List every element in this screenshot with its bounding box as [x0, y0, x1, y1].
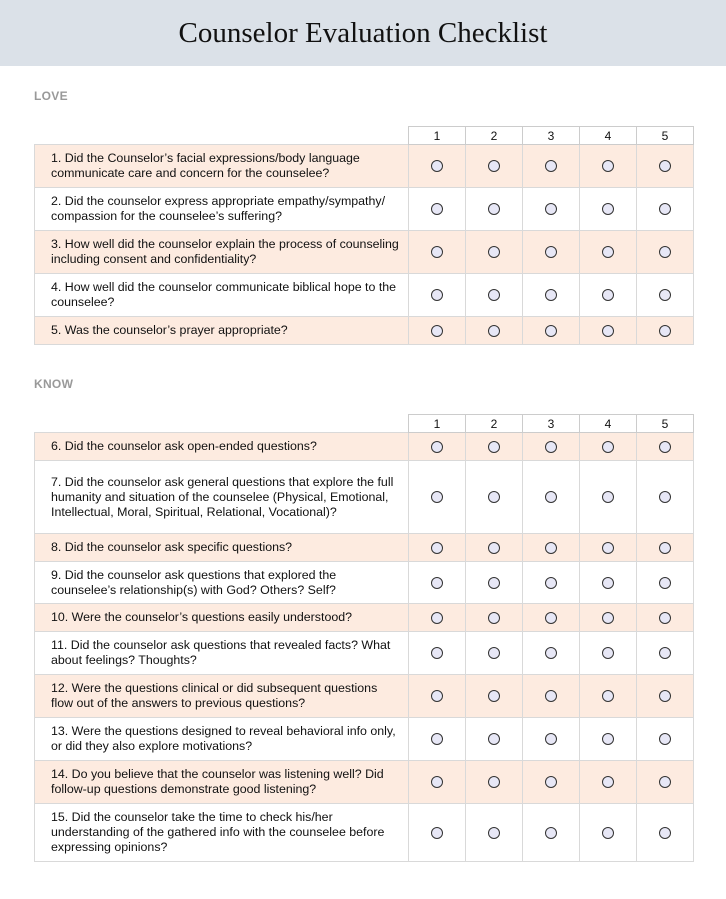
- rating-radio-3[interactable]: [545, 542, 557, 554]
- scale-label: 3: [523, 415, 580, 433]
- rating-radio-1[interactable]: [431, 776, 443, 788]
- section-label-know: KNOW: [34, 377, 74, 391]
- rating-radio-2[interactable]: [488, 776, 500, 788]
- question-text: 4. How well did the counselor communicate biblical hope to the counselee?: [35, 274, 409, 317]
- scale-label: 2: [466, 415, 523, 433]
- rating-radio-4[interactable]: [602, 827, 614, 839]
- question-text: 5. Was the counselor’s prayer appropriate?: [35, 317, 409, 345]
- rating-radio-2[interactable]: [488, 160, 500, 172]
- love-checklist-table: [34, 126, 694, 345]
- question-row: [35, 461, 694, 534]
- rating-radio-3[interactable]: [545, 577, 557, 589]
- question-text: 14. Do you believe that the counselor was listening well? Did follow-up questions demonstrate good listening?: [35, 761, 409, 804]
- scale-label: 1: [409, 415, 466, 433]
- rating-radio-3[interactable]: [545, 246, 557, 258]
- scale-label: 5: [637, 415, 694, 433]
- rating-radio-4[interactable]: [602, 203, 614, 215]
- question-row: [35, 317, 694, 345]
- rating-radio-5[interactable]: [659, 733, 671, 745]
- rating-radio-4[interactable]: [602, 647, 614, 659]
- rating-radio-5[interactable]: [659, 542, 671, 554]
- rating-radio-1[interactable]: [431, 246, 443, 258]
- rating-radio-3[interactable]: [545, 491, 557, 503]
- rating-radio-3[interactable]: [545, 325, 557, 337]
- scale-header-row: [35, 127, 694, 145]
- rating-radio-4[interactable]: [602, 160, 614, 172]
- question-row: [35, 675, 694, 718]
- rating-radio-4[interactable]: [602, 491, 614, 503]
- rating-radio-1[interactable]: [431, 491, 443, 503]
- rating-radio-3[interactable]: [545, 647, 557, 659]
- rating-radio-5[interactable]: [659, 441, 671, 453]
- question-row: [35, 145, 694, 188]
- rating-radio-2[interactable]: [488, 827, 500, 839]
- scale-header-row: [35, 415, 694, 433]
- rating-radio-1[interactable]: [431, 542, 443, 554]
- question-text: 11. Did the counselor ask questions that revealed facts? What about feelings? Thoughts?: [35, 632, 409, 675]
- rating-radio-4[interactable]: [602, 246, 614, 258]
- rating-radio-1[interactable]: [431, 289, 443, 301]
- scale-label: 5: [637, 127, 694, 145]
- rating-radio-1[interactable]: [431, 203, 443, 215]
- rating-radio-3[interactable]: [545, 733, 557, 745]
- rating-radio-1[interactable]: [431, 827, 443, 839]
- rating-radio-2[interactable]: [488, 289, 500, 301]
- question-row: [35, 761, 694, 804]
- question-text: 1. Did the Counselor’s facial expressions/body language communicate care and concern for the counselee?: [35, 145, 409, 188]
- rating-radio-5[interactable]: [659, 612, 671, 624]
- rating-radio-2[interactable]: [488, 647, 500, 659]
- scale-label: 3: [523, 127, 580, 145]
- scale-label: 1: [409, 127, 466, 145]
- rating-radio-4[interactable]: [602, 577, 614, 589]
- question-row: [35, 231, 694, 274]
- rating-radio-5[interactable]: [659, 160, 671, 172]
- rating-radio-1[interactable]: [431, 612, 443, 624]
- question-text: 6. Did the counselor ask open-ended questions?: [35, 433, 409, 461]
- rating-radio-1[interactable]: [431, 577, 443, 589]
- rating-radio-1[interactable]: [431, 647, 443, 659]
- know-checklist-table: [34, 414, 694, 862]
- rating-radio-3[interactable]: [545, 827, 557, 839]
- rating-radio-3[interactable]: [545, 776, 557, 788]
- rating-radio-3[interactable]: [545, 160, 557, 172]
- scale-label: 2: [466, 127, 523, 145]
- question-row: [35, 718, 694, 761]
- question-row: [35, 188, 694, 231]
- question-row: [35, 804, 694, 862]
- rating-radio-3[interactable]: [545, 441, 557, 453]
- rating-radio-2[interactable]: [488, 612, 500, 624]
- rating-radio-5[interactable]: [659, 491, 671, 503]
- rating-radio-5[interactable]: [659, 203, 671, 215]
- question-text: 9. Did the counselor ask questions that explored the counselee’s relationship(s) with God? Others? Self?: [35, 562, 409, 604]
- scale-label: 4: [580, 415, 637, 433]
- question-text: 3. How well did the counselor explain the process of counseling including consent and confidentiality?: [35, 231, 409, 274]
- rating-radio-4[interactable]: [602, 733, 614, 745]
- rating-radio-3[interactable]: [545, 612, 557, 624]
- question-text: 2. Did the counselor express appropriate empathy/sympathy/ compassion for the counselee’s suffering?: [35, 188, 409, 231]
- question-row: [35, 433, 694, 461]
- page-header: [0, 0, 726, 66]
- question-text: 13. Were the questions designed to reveal behavioral info only, or did they also explore motivations?: [35, 718, 409, 761]
- rating-radio-1[interactable]: [431, 325, 443, 337]
- rating-radio-4[interactable]: [602, 542, 614, 554]
- rating-radio-5[interactable]: [659, 325, 671, 337]
- rating-radio-5[interactable]: [659, 690, 671, 702]
- rating-radio-1[interactable]: [431, 733, 443, 745]
- question-row: [35, 274, 694, 317]
- rating-radio-5[interactable]: [659, 647, 671, 659]
- question-text: 15. Did the counselor take the time to check his/her understanding of the gathered info with the counselee before expressing opinions?: [35, 804, 409, 862]
- section-label-love: LOVE: [34, 89, 68, 103]
- rating-radio-1[interactable]: [431, 441, 443, 453]
- question-row: [35, 562, 694, 604]
- rating-radio-4[interactable]: [602, 289, 614, 301]
- rating-radio-2[interactable]: [488, 733, 500, 745]
- rating-radio-2[interactable]: [488, 577, 500, 589]
- rating-radio-2[interactable]: [488, 441, 500, 453]
- rating-radio-5[interactable]: [659, 289, 671, 301]
- rating-radio-3[interactable]: [545, 690, 557, 702]
- rating-radio-5[interactable]: [659, 577, 671, 589]
- page-title: Counselor Evaluation Checklist: [178, 16, 548, 49]
- rating-radio-5[interactable]: [659, 246, 671, 258]
- rating-radio-5[interactable]: [659, 827, 671, 839]
- rating-radio-3[interactable]: [545, 203, 557, 215]
- rating-radio-2[interactable]: [488, 325, 500, 337]
- rating-radio-2[interactable]: [488, 491, 500, 503]
- scale-label: 4: [580, 127, 637, 145]
- question-text: 12. Were the questions clinical or did subsequent questions flow out of the answers to previous questions?: [35, 675, 409, 718]
- question-text: 8. Did the counselor ask specific questions?: [35, 534, 409, 562]
- question-row: [35, 604, 694, 632]
- rating-radio-4[interactable]: [602, 612, 614, 624]
- rating-radio-4[interactable]: [602, 325, 614, 337]
- question-row: [35, 632, 694, 675]
- question-row: [35, 534, 694, 562]
- question-text: 7. Did the counselor ask general questions that explore the full humanity and situation of the counselee (Physical, Emotional, Intellectual, Moral, Spiritual, Relational, Vocational)?: [35, 461, 409, 534]
- rating-radio-4[interactable]: [602, 441, 614, 453]
- rating-radio-1[interactable]: [431, 160, 443, 172]
- rating-radio-2[interactable]: [488, 542, 500, 554]
- rating-radio-1[interactable]: [431, 690, 443, 702]
- rating-radio-2[interactable]: [488, 203, 500, 215]
- rating-radio-2[interactable]: [488, 690, 500, 702]
- question-text: 10. Were the counselor’s questions easily understood?: [35, 604, 409, 632]
- rating-radio-2[interactable]: [488, 246, 500, 258]
- rating-radio-4[interactable]: [602, 690, 614, 702]
- rating-radio-5[interactable]: [659, 776, 671, 788]
- rating-radio-3[interactable]: [545, 289, 557, 301]
- rating-radio-4[interactable]: [602, 776, 614, 788]
